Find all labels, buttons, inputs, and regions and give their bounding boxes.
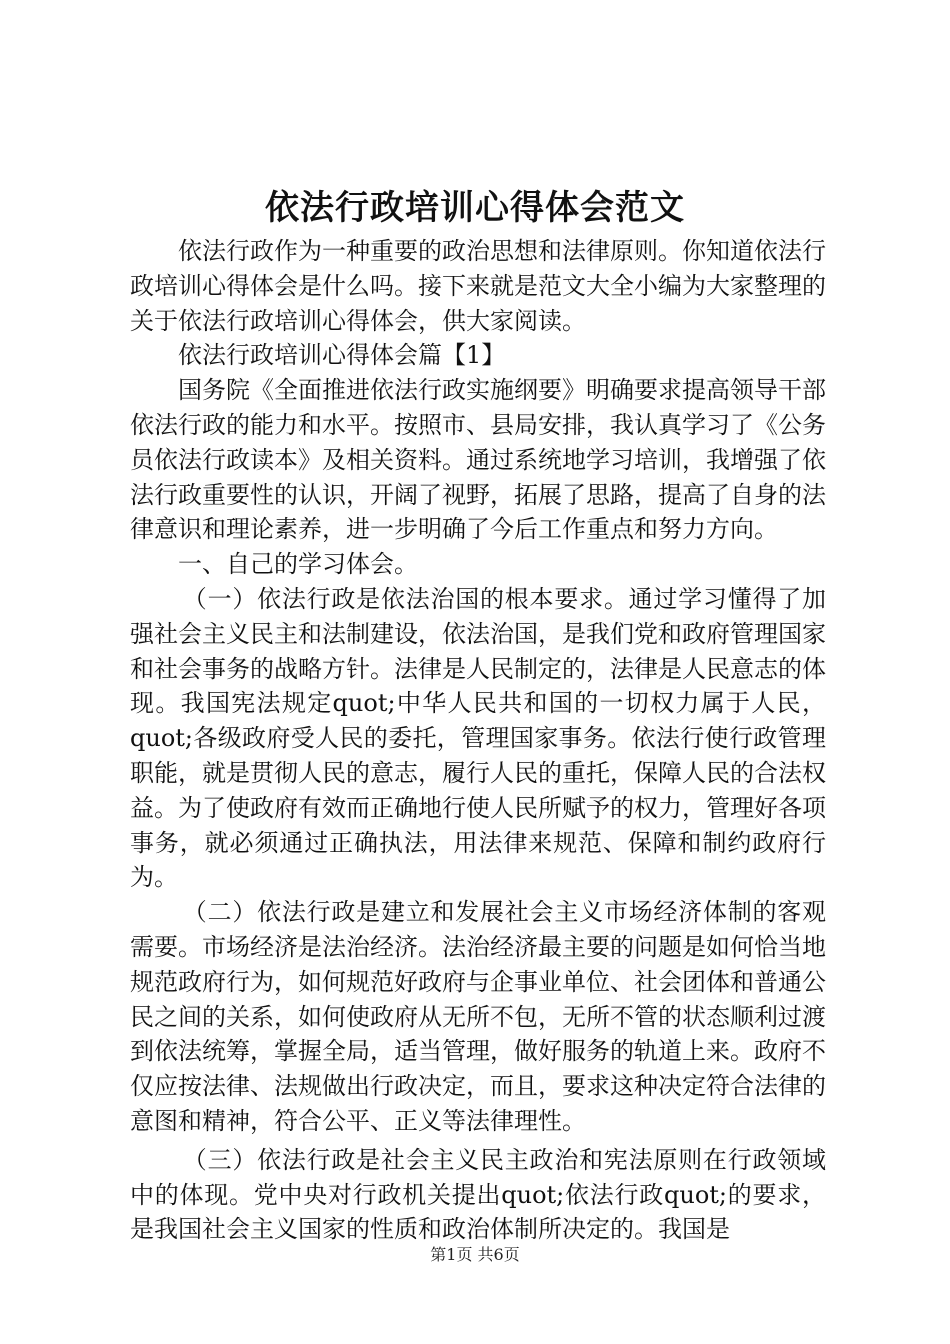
page-footer: 第1页 共6页: [430, 1245, 520, 1264]
body-paragraph: （三）依法行政是社会主义民主政治和宪法原则在行政领域中的体现。党中央对行政机关提出quot;依法行政quot;的要求，是我国社会主义国家的性质和政治体制所决定的。我国是: [130, 1145, 826, 1244]
body-paragraph: （二）依法行政是建立和发展社会主义市场经济体制的客观需要。市场经济是法治经济。法治经济最主要的问题是如何恰当地规范政府行为，如何规范好政府与企事业单位、社会团体和普通公民之间的关系，如何使政府从无所不包，无所不管的状态顺利过渡到依法统筹，掌握全局，适当管理，做好服务的轨道上来。政府不仅应按法律、法规做出行政决定，而且，要求这种决定符合法律的意图和精神，符合公平、正义等法律理性。: [130, 898, 826, 1135]
body-paragraph: （一）依法行政是依法治国的根本要求。通过学习懂得了加强社会主义民主和法制建设，依法治国，是我们党和政府管理国家和社会事务的战略方针。法律是人民制定的，法律是人民意志的体现。我国宪法规定quot;中华人民共和国的一切权力属于人民，quot;各级政府受人民的委托，管理国家事务。依法行使行政管理职能，就是贯彻人民的意志，履行人民的重托，保障人民的合法权益。为了使政府有效而正确地行使人民所赋予的权力，管理好各项事务，就必须通过正确执法，用法律来规范、保障和制约政府行为。: [130, 584, 826, 892]
body-paragraph: 国务院《全面推进依法行政实施纲要》明确要求提高领导干部依法行政的能力和水平。按照市、县局安排，我认真学习了《公务员依法行政读本》及相关资料。通过系统地学习培训，我增强了依法行政重要性的认识，开阔了视野，拓展了思路，提高了自身的法律意识和理论素养，进一步明确了今后工作重点和努力方向。: [130, 376, 826, 544]
intro-paragraph: 依法行政作为一种重要的政治思想和法律原则。你知道依法行政培训心得体会是什么吗。接下来就是范文大全小编为大家整理的关于依法行政培训心得体会，供大家阅读。: [130, 237, 826, 335]
section-heading: 依法行政培训心得体会篇【1】: [178, 341, 506, 370]
document-body: [130, 234, 826, 1247]
subsection-heading: 一、自己的学习体会。: [178, 550, 418, 579]
document-title: 依法行政培训心得体会范文: [265, 188, 685, 228]
